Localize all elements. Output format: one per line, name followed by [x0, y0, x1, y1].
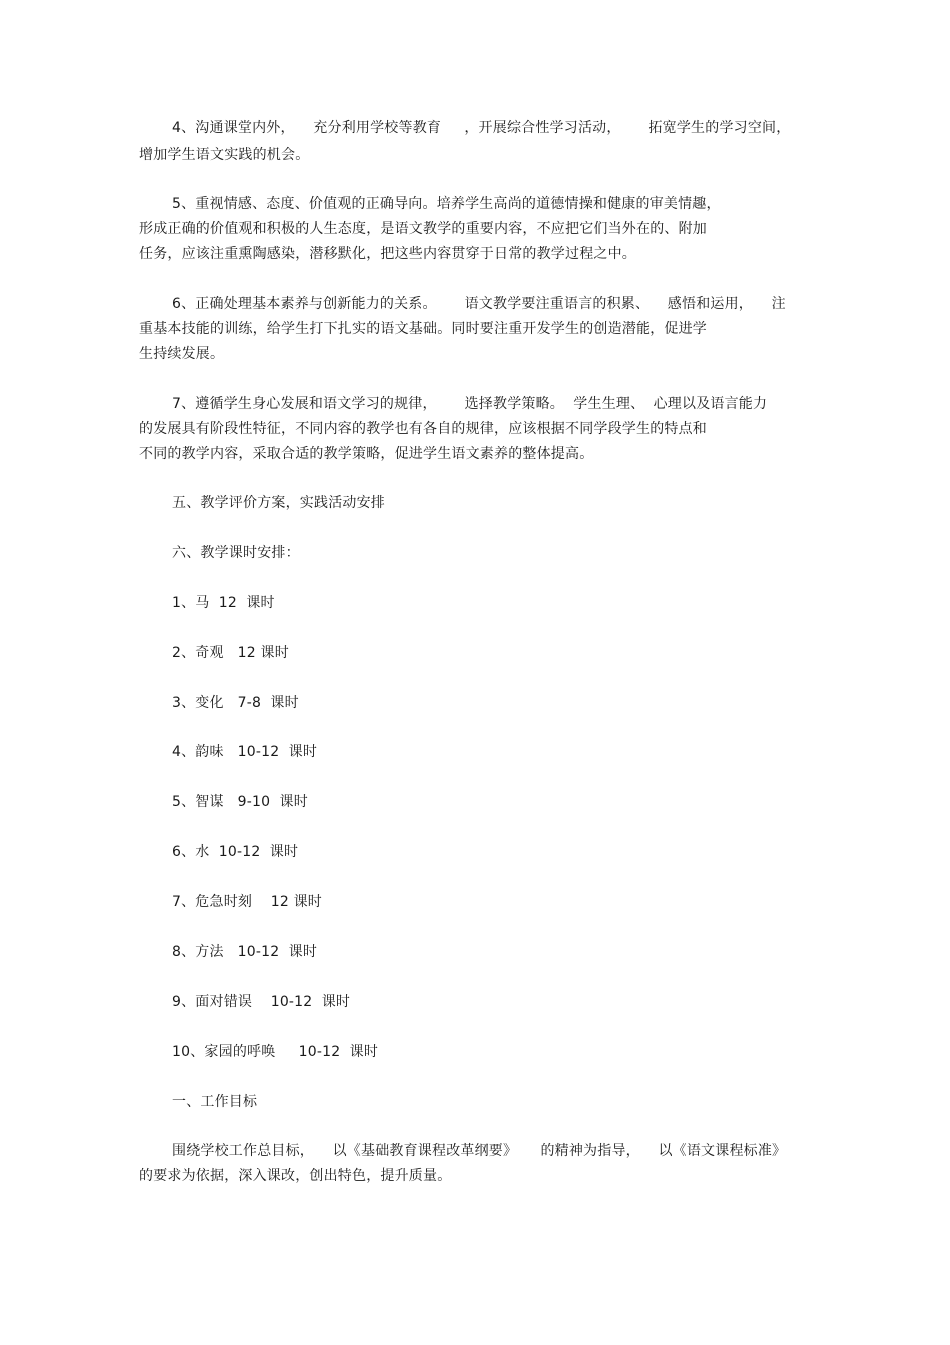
item5-line2: 形成正确的价值观和积极的人生态度，是语文教学的重要内容，不应把它们当外在的、附加 — [139, 221, 707, 237]
schedule-item: 1、马 12 课时 — [172, 595, 275, 611]
schedule-item: 2、奇观 12 课时 — [172, 645, 289, 661]
item7-line2: 的发展具有阶段性特征，不同内容的教学也有各自的规律，应该根据不同学段学生的特点和 — [139, 421, 707, 437]
schedule-item: 4、韵味 10-12 课时 — [172, 744, 318, 760]
schedule-item: 10、家园的呼唤 10-12 课时 — [172, 1044, 379, 1060]
section-heading-6: 六、教学课时安排： — [172, 545, 300, 561]
item5-line3: 任务，应该注重熏陶感染，潜移默化，把这些内容贯穿于日常的教学过程之中。 — [139, 246, 636, 262]
item5-line1: 5、重视情感、态度、价值观的正确导向。培养学生高尚的道德情操和健康的审美情趣， — [172, 196, 721, 212]
schedule-item: 3、变化 7-8 课时 — [172, 695, 299, 711]
goal-line2: 的要求为依据，深入课改，创出特色，提升质量。 — [139, 1168, 452, 1184]
item7-line1: 7、遵循学生身心发展和语文学习的规律， 选择教学策略。 学生生理、 心理以及语言能力 — [172, 396, 768, 412]
section-heading-5: 五、教学评价方案，实践活动安排 — [172, 495, 385, 511]
schedule-item: 6、水 10-12 课时 — [172, 844, 299, 860]
schedule-item: 7、危急时刻 12 课时 — [172, 894, 322, 910]
item6-line3: 生持续发展。 — [139, 346, 225, 362]
schedule-item: 9、面对错误 10-12 课时 — [172, 994, 351, 1010]
item6-line1: 6、正确处理基本素养与创新能力的关系。 语文教学要注重语言的积累、 感悟和运用， 注 — [172, 296, 786, 312]
goal-line1: 围绕学校工作总目标， 以《基础教育课程改革纲要》 的精神为指导， 以《语文课程标准》 — [172, 1143, 787, 1159]
schedule-item: 5、智谋 9-10 课时 — [172, 794, 308, 810]
item4-line1: 4、沟通课堂内外， 充分利用学校等教育 ，开展综合性学习活动， 拓宽学生的学习空间， — [172, 120, 791, 136]
schedule-item: 8、方法 10-12 课时 — [172, 944, 318, 960]
item6-line2: 重基本技能的训练，给学生打下扎实的语文基础。同时要注重开发学生的创造潜能，促进学 — [139, 321, 707, 337]
section-heading-1: 一、工作目标 — [172, 1094, 258, 1110]
item4-line2: 增加学生语文实践的机会。 — [139, 147, 310, 163]
item7-line3: 不同的教学内容，采取合适的教学策略，促进学生语文素养的整体提高。 — [139, 446, 594, 462]
